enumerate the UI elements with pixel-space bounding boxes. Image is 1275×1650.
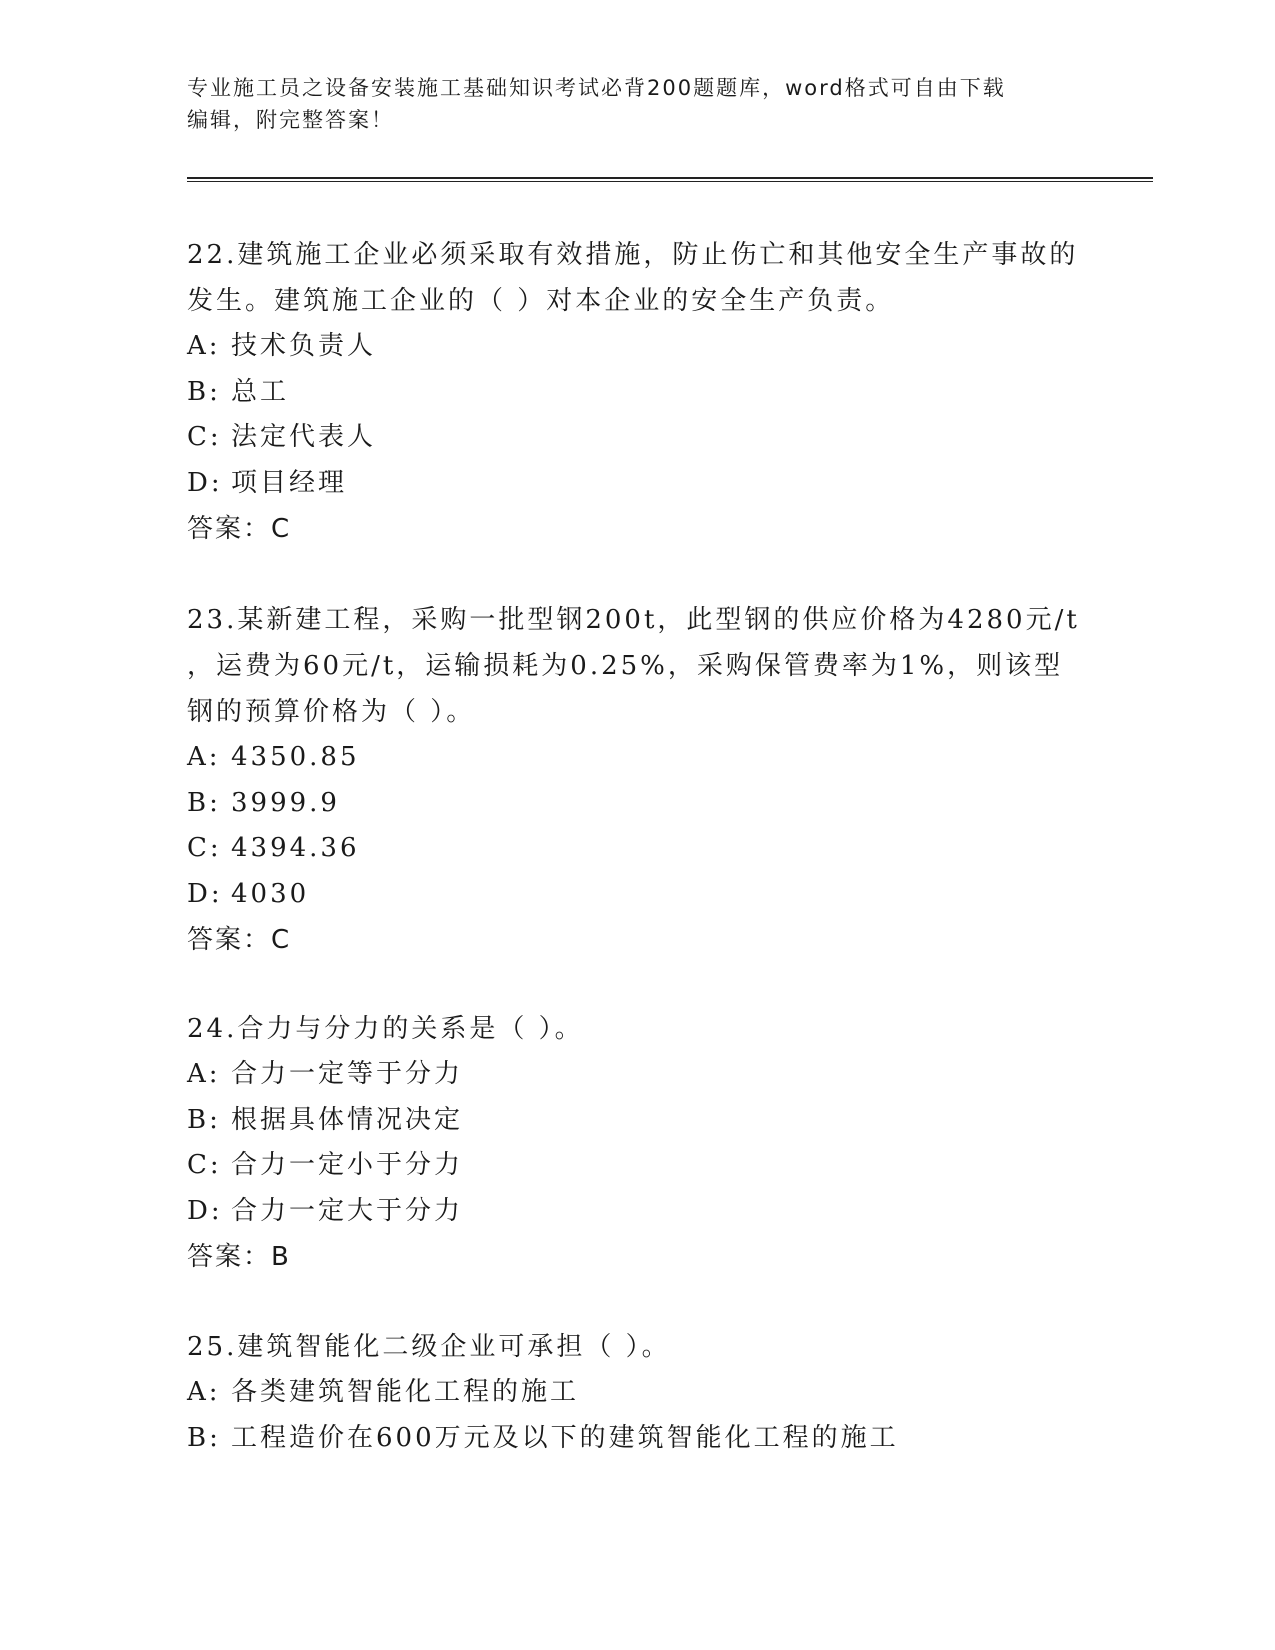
- option-c: [187, 826, 1087, 872]
- option-text: 4030: [231, 878, 310, 909]
- option-letter: A:: [187, 1377, 221, 1407]
- answer-line: 答案：C: [187, 925, 292, 955]
- option-b: [187, 781, 1087, 827]
- question-24: [187, 1006, 1087, 1280]
- question-stem-line: 25.建筑智能化二级企业可承担（ ）。: [187, 1332, 671, 1362]
- option-text: 总工: [231, 376, 290, 407]
- option-text: 各类建筑智能化工程的施工: [231, 1377, 580, 1407]
- option-a: [187, 735, 1087, 781]
- option-text: 根据具体情况决定: [231, 1104, 464, 1135]
- option-letter: C:: [187, 1150, 222, 1180]
- option-d: [187, 1189, 1087, 1235]
- question-25: [187, 1324, 1087, 1461]
- option-text: 工程造价在600万元及以下的建筑智能化工程的施工: [231, 1422, 899, 1453]
- option-b: [187, 370, 1087, 416]
- option-text: 4394.36: [231, 833, 360, 863]
- question-stem-line: 发生。建筑施工企业的（ ）对本企业的安全生产负责。: [187, 286, 895, 316]
- option-text: 3999.9: [231, 787, 340, 818]
- option-b: [187, 1416, 1087, 1462]
- option-a: [187, 1052, 1087, 1098]
- option-letter: A:: [187, 1059, 221, 1089]
- option-c: [187, 415, 1087, 461]
- option-d: [187, 872, 1087, 918]
- answer-line: 答案：C: [187, 514, 292, 544]
- option-letter: B:: [187, 1422, 221, 1453]
- option-letter: A:: [187, 742, 221, 772]
- option-letter: D:: [187, 467, 223, 498]
- option-text: 法定代表人: [231, 422, 377, 452]
- option-text: 技术负责人: [231, 331, 377, 361]
- option-letter: B:: [187, 1104, 221, 1135]
- question-22: [187, 232, 1087, 552]
- question-stem-line: 24.合力与分力的关系是（ ）。: [187, 1014, 584, 1044]
- question-stem-line: 23.某新建工程，采购一批型钢200t，此型钢的供应价格为4280元/t: [187, 605, 1080, 635]
- option-letter: D:: [187, 878, 223, 909]
- option-c: [187, 1143, 1087, 1189]
- header-line-1: 专业施工员之设备安装施工基础知识考试必背200题题库，word格式可自由下载: [187, 76, 1006, 100]
- header-divider: [187, 177, 1153, 182]
- option-d: [187, 461, 1087, 507]
- option-letter: A:: [187, 331, 221, 361]
- option-a: [187, 324, 1087, 370]
- option-letter: D:: [187, 1195, 223, 1226]
- option-text: 合力一定等于分力: [231, 1059, 464, 1089]
- option-letter: B:: [187, 787, 221, 818]
- option-text: 4350.85: [231, 742, 360, 772]
- option-letter: C:: [187, 833, 222, 863]
- question-23: [187, 597, 1087, 963]
- option-a: [187, 1370, 1087, 1416]
- header-line-2: 编辑，附完整答案！: [187, 108, 394, 132]
- question-stem-line: ，运费为60元/t，运输损耗为0.25%，采购保管费率为1%，则该型: [187, 651, 1064, 681]
- option-text: 合力一定小于分力: [231, 1150, 464, 1180]
- question-stem-line: 钢的预算价格为（ ）。: [187, 697, 476, 727]
- question-stem-line: 22.建筑施工企业必须采取有效措施，防止伤亡和其他安全生产事故的: [187, 240, 1079, 270]
- answer-line: 答案：B: [187, 1242, 291, 1272]
- option-text: 合力一定大于分力: [231, 1195, 464, 1226]
- option-letter: C:: [187, 422, 222, 452]
- option-text: 项目经理: [231, 467, 348, 498]
- option-letter: B:: [187, 376, 221, 407]
- option-b: [187, 1098, 1087, 1144]
- document-header: [187, 72, 1067, 136]
